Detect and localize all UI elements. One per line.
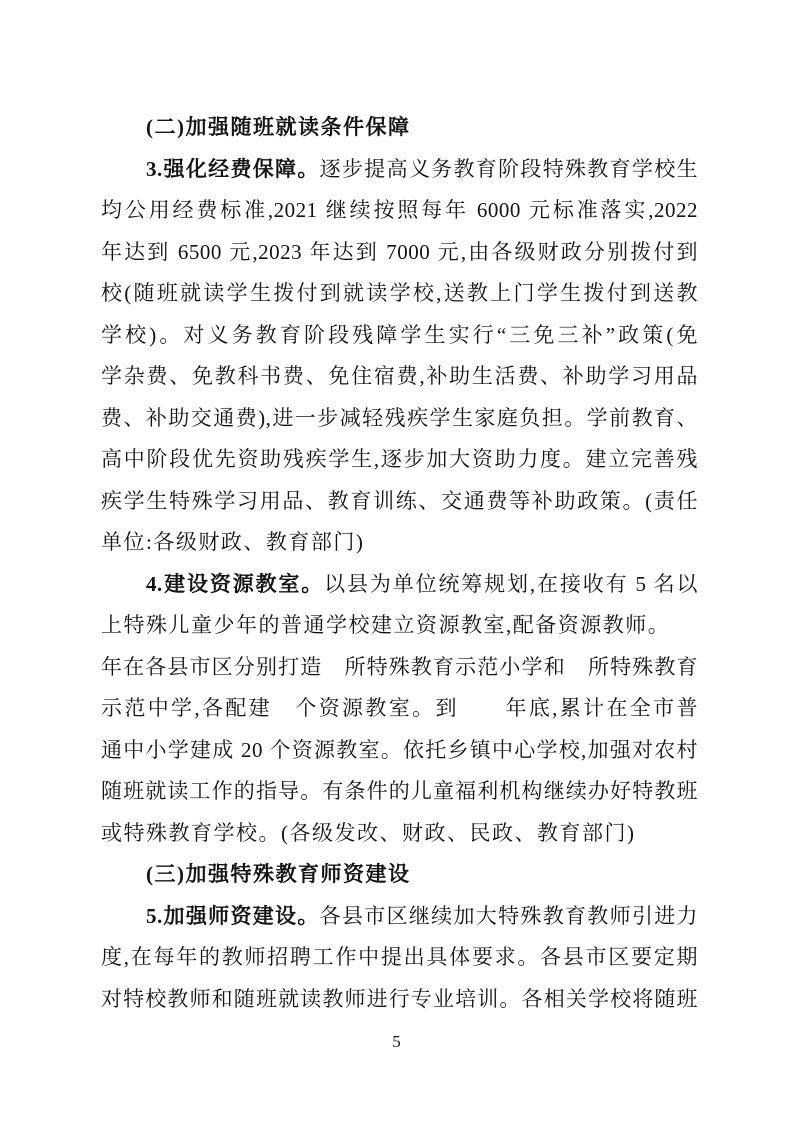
text-run: 对特校教师和随班就读教师进行专业培训。各相关学校将随班 xyxy=(101,986,698,1011)
text-run: 年达到 6500 元,2023 年达到 7000 元,由各级财政分别拨付到 xyxy=(101,239,698,264)
text-run: 通中小学建成 20 个资源教室。依托乡镇中心学校,加强对农村 xyxy=(101,737,698,762)
text-run-bold: 5.加强师资建设。 xyxy=(146,903,320,928)
text-run: 或特殊教育学校。(各级发改、财政、民政、教育部门) xyxy=(101,820,636,845)
text-run: 疾学生特殊学习用品、教育训练、交通费等补助政策。(责任 xyxy=(101,488,698,513)
text-run: 示范中学,各配建 个资源教室。到 年底,累计在全市普 xyxy=(101,696,698,720)
para-3-line-6 xyxy=(101,356,698,398)
para-5-line-2 xyxy=(101,937,698,979)
text-run: 单位:各级财政、教育部门) xyxy=(101,530,365,554)
section-heading-iii xyxy=(101,854,698,896)
text-run-bold: (二)加强随班就读条件保障 xyxy=(146,115,411,139)
text-run: 高中阶段优先资助残疾学生,逐步加大资助力度。建立完善残 xyxy=(101,447,698,471)
text-run: 逐步提高义务教育阶段特殊教育学校生 xyxy=(319,156,698,181)
para-4-line-7 xyxy=(101,813,698,855)
text-run: 费、补助交通费),进一步减轻残疾学生家庭负担。学前教育、 xyxy=(101,405,698,430)
page-number: 5 xyxy=(392,1032,401,1051)
text-run: 学杂费、免教科书费、免住宿费,补助生活费、补助学习用品 xyxy=(101,364,698,388)
text-run-bold: 3.强化经费保障。 xyxy=(146,156,320,181)
para-3-line-5 xyxy=(101,315,698,357)
text-run: 随班就读工作的指导。有条件的儿童福利机构继续办好特教班 xyxy=(101,779,698,803)
section-heading-ii xyxy=(101,107,698,149)
text-run: 各县市区继续加大特殊教育教师引进力 xyxy=(319,903,698,928)
para-4-line-3 xyxy=(101,647,698,689)
para-4-line-1 xyxy=(101,564,698,606)
text-run: 以县为单位统筹规划,在接收有 5 名以 xyxy=(324,571,698,596)
para-3-line-1 xyxy=(101,149,698,191)
para-4-line-2 xyxy=(101,605,698,647)
para-5-line-3 xyxy=(101,979,698,1021)
para-3-line-4 xyxy=(101,273,698,315)
text-run: 上特殊儿童少年的普通学校建立资源教室,配备资源教师。 xyxy=(101,613,671,637)
para-3-line-7 xyxy=(101,398,698,440)
para-3-line-8 xyxy=(101,439,698,481)
para-4-line-4 xyxy=(101,688,698,730)
para-5-line-1 xyxy=(101,896,698,938)
text-run-bold: 4.建设资源教室。 xyxy=(146,571,325,596)
para-4-line-6 xyxy=(101,771,698,813)
text-run: 均公用经费标准,2021 继续按照每年 6000 元标准落实,2022 xyxy=(101,198,698,222)
text-run: 度,在每年的教师招聘工作中提出具体要求。各县市区要定期 xyxy=(101,945,698,969)
document-body xyxy=(101,107,698,1020)
para-3-line-3 xyxy=(101,232,698,274)
para-4-line-5 xyxy=(101,730,698,772)
para-3-line-9 xyxy=(101,481,698,523)
text-run: 学校)。对义务教育阶段残障学生实行“三免三补”政策(免 xyxy=(101,322,698,347)
text-run-bold: (三)加强特殊教育师资建设 xyxy=(146,862,411,886)
text-run: 年在各县市区分别打造 所特殊教育示范小学和 所特殊教育 xyxy=(101,654,698,679)
text-run: 校(随班就读学生拨付到就读学校,送教上门学生拨付到送教 xyxy=(101,281,698,305)
para-3-line-2 xyxy=(101,190,698,232)
page-footer xyxy=(0,1030,793,1054)
para-3-line-10 xyxy=(101,522,698,564)
